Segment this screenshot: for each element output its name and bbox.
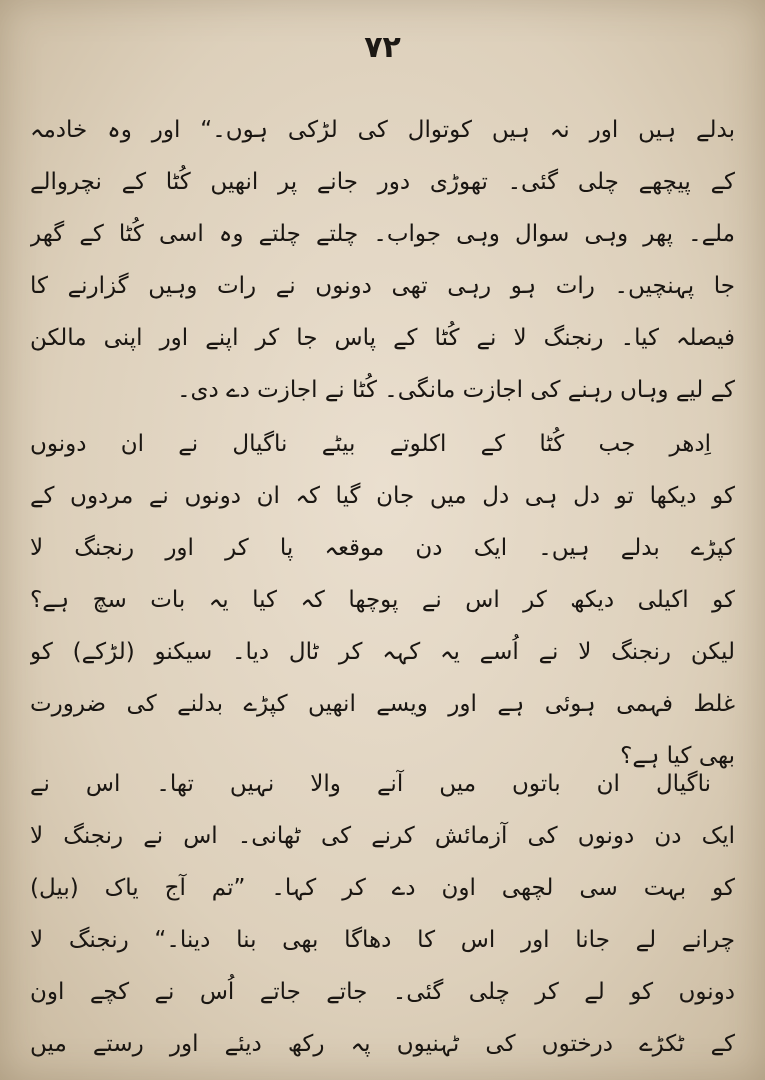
text-line: ناگیال ان باتوں میں آنے والا نہیں تھا۔ اس نے: [30, 771, 711, 797]
text-line: کپڑے بدلے ہیں۔ ایک دن موقعہ پا کر اور رنجنگ لا: [30, 535, 735, 561]
text-line: بدلے ہیں اور نہ ہیں کوتوال کی لڑکی ہوں۔“ اور وہ خادمہ: [30, 117, 735, 143]
text-line: جا پہنچیں۔ رات ہو رہی تھی دونوں نے رات وہیں گزارنے کا: [30, 273, 735, 299]
paragraph-3: [30, 758, 735, 1070]
text-line: کو دیکھا تو دل ہی دل میں جان گیا کہ ان دونوں نے مردوں کے: [30, 483, 735, 509]
paragraph-2: [30, 418, 735, 782]
text-line: کے پیچھے چلی گئی۔ تھوڑی دور جانے پر انھیں کُٹا کے نچروالے: [30, 169, 735, 195]
text-line: غلط فہمی ہوئی ہے اور ویسے انھیں کپڑے بدلنے کی ضرورت: [30, 691, 735, 717]
text-line: کے لیے وہاں رہنے کی اجازت مانگی۔ کُٹا نے اجازت دے دی۔: [177, 377, 735, 403]
text-line: بھی کیا ہے؟: [620, 743, 735, 769]
text-line: ایک دن دونوں کی آزمائش کرنے کی ٹھانی۔ اس نے رنجنگ لا: [30, 823, 735, 849]
paragraph-1: [30, 104, 735, 416]
text-line: اِدھر جب کُٹا کے اکلوتے بیٹے ناگیال نے ان دونوں: [30, 431, 711, 457]
text-line: چرانے لے جانا اور اس کا دھاگا بھی بنا دینا۔“ رنجنگ لا: [30, 927, 735, 953]
page-number: ۷۲: [364, 30, 401, 65]
text-line: فیصلہ کیا۔ رنجنگ لا نے کُٹا کے پاس جا کر اپنے اور اپنی مالکن: [30, 325, 735, 351]
text-line: کو بہت سی لچھی اون دے کر کہا۔ ”تم آج یاک (بیل): [30, 875, 735, 901]
text-line: دونوں کو لے کر چلی گئی۔ جاتے جاتے اُس نے کچے اون: [30, 979, 735, 1005]
text-line: کے ٹکڑے درختوں کی ٹہنیوں پہ رکھ دیئے اور رستے میں: [30, 1031, 735, 1057]
text-line: کو اکیلی دیکھ کر اس نے پوچھا کہ کیا یہ بات سچ ہے؟: [30, 587, 735, 613]
text-line: ملے۔ پھر وہی سوال وہی جواب۔ چلتے چلتے وہ اسی کُٹا کے گھر: [30, 221, 735, 247]
text-line: لیکن رنجنگ لا نے اُسے یہ کہہ کر ٹال دیا۔ سیکنو (لڑکے) کو: [30, 639, 735, 665]
